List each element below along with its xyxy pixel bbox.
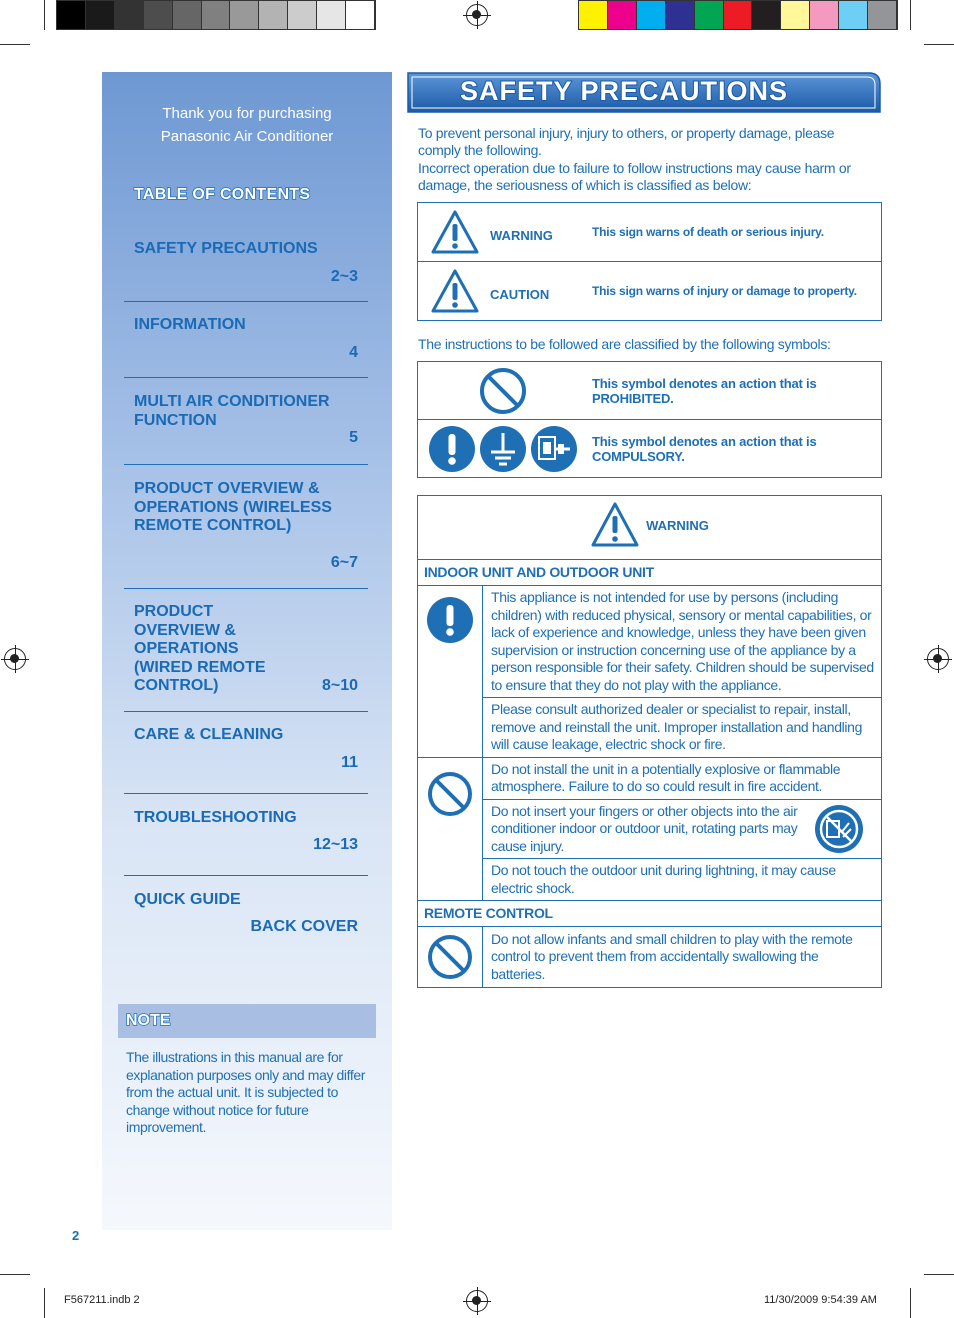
crop-mark (924, 1274, 954, 1275)
color-swatch (781, 1, 810, 29)
color-swatch (202, 1, 231, 29)
crop-mark (44, 0, 45, 30)
caution-desc: This sign warns of injury or damage to property. (592, 284, 857, 298)
warning-table (417, 495, 882, 988)
registration-mark-icon (927, 648, 949, 670)
text-cell (483, 757, 882, 799)
text-cell (483, 799, 882, 859)
warning-desc: This sign warns of death or serious injury. (592, 225, 824, 239)
symbol-desc-cell (588, 362, 882, 420)
toc-page: 11 (341, 754, 358, 771)
prohibited-icon (478, 366, 528, 416)
prohibited-icon (426, 770, 474, 818)
color-swatch (173, 1, 202, 29)
toc-label: INFORMATION (134, 316, 246, 333)
registration-mark-icon (4, 648, 26, 670)
note-text: The illustrations in this manual are for explanation purposes only and may differ from the actual unit. It is subjected to change without notice for future improvement. (126, 1049, 366, 1135)
toc-item-overview-wireless[interactable] (124, 480, 368, 589)
divider (124, 875, 368, 876)
color-bar (578, 0, 898, 30)
toc-page: BACK COVER (250, 918, 358, 935)
divider (124, 588, 368, 589)
sign-desc-cell (588, 262, 882, 321)
section-heading-cell (418, 901, 882, 927)
toc-item-overview-wired[interactable] (124, 603, 368, 712)
divider (124, 377, 368, 378)
crop-mark (924, 44, 954, 45)
text-cell (483, 927, 882, 988)
no-fingers-icon (813, 803, 865, 855)
warning-label: WARNING (490, 227, 553, 243)
warning-item-5: Do not touch the outdoor unit during lightning, it may cause electric shock. (491, 862, 836, 896)
thanks-message (102, 102, 392, 148)
prohibited-icon (426, 933, 474, 981)
page-number: 2 (72, 1228, 80, 1243)
symbols-intro: The instructions to be followed are classified by the following symbols: (418, 336, 831, 352)
color-swatch (695, 1, 724, 29)
divider (124, 711, 368, 712)
toc-item-information[interactable] (124, 316, 368, 378)
sign-desc-cell (588, 203, 882, 262)
section-header (407, 72, 881, 112)
toc-page: 2~3 (330, 268, 358, 285)
color-swatch (868, 1, 897, 29)
toc-page: 4 (349, 344, 358, 361)
toc-page: 6~7 (330, 554, 358, 571)
warning-heading-cell (418, 496, 882, 560)
toc-page: 5 (349, 429, 358, 446)
toc-page: 12~13 (313, 836, 358, 853)
warning-triangle-icon (590, 501, 640, 549)
compulsory-desc: This symbol denotes an action that is COMPULSORY. (592, 433, 817, 464)
toc-item-care[interactable] (124, 726, 368, 794)
toc-label: SAFETY PRECAUTIONS (134, 240, 318, 257)
crop-mark (0, 1274, 30, 1275)
gray-color-bar (56, 0, 376, 30)
color-swatch (346, 1, 375, 29)
intro-text-1: To prevent personal injury, injury to others, or property damage, please comply the following. (418, 125, 835, 158)
color-swatch (637, 1, 666, 29)
color-swatch (230, 1, 259, 29)
color-swatch (724, 1, 753, 29)
sign-cell (418, 262, 589, 321)
symbol-cell (418, 420, 589, 478)
warning-triangle-icon (430, 209, 480, 255)
color-swatch (317, 1, 346, 29)
color-swatch (839, 1, 868, 29)
intro-text-2: Incorrect operation due to failure to follow instructions may cause harm or damage, the seriousness of which is classified as below: (418, 160, 851, 193)
warning-item-3: Do not install the unit in a potentially explosive or flammable atmosphere. Failure to do so could result in fire accident. (491, 760, 841, 794)
sign-table (417, 202, 882, 321)
color-swatch (608, 1, 637, 29)
toc-page: 8~10 (321, 677, 358, 694)
toc-label: PRODUCT OVERVIEW & OPERATIONS (WIRELESS REMOTE CONTROL) (134, 480, 332, 534)
crop-mark (44, 1288, 45, 1318)
color-swatch (810, 1, 839, 29)
color-swatch (666, 1, 695, 29)
crop-mark (910, 1288, 911, 1318)
symbol-desc-cell (588, 420, 882, 478)
icon-cell (418, 757, 483, 901)
compulsory-icon (428, 425, 476, 473)
toc-item-troubleshooting[interactable] (124, 809, 368, 876)
footer-timestamp: 11/30/2009 9:54:39 AM (764, 1294, 877, 1306)
caution-triangle-icon (430, 268, 480, 314)
toc-label: TROUBLESHOOTING (134, 809, 297, 826)
color-swatch (752, 1, 781, 29)
divider (124, 464, 368, 465)
warning-item-6: Do not allow infants and small children to play with the remote control to prevent them from accidentally swallowing the batteries. (491, 930, 853, 982)
registration-mark-icon (466, 1290, 488, 1312)
unplug-icon (530, 425, 578, 473)
compulsory-icon (426, 596, 474, 644)
toc-label: MULTI AIR CONDITIONER FUNCTION (134, 393, 330, 429)
warning-item-2: Please consult authorized dealer or specialist to repair, install, remove and reinstall the unit. Improper installation and handling will cause leakage, electric shock or fire. (491, 701, 863, 752)
section-heading-remote-control: REMOTE CONTROL (424, 904, 553, 921)
text-cell (483, 586, 882, 698)
divider (124, 793, 368, 794)
color-swatch (144, 1, 173, 29)
toc-item-multi[interactable] (124, 393, 368, 465)
note-header (118, 1004, 376, 1038)
toc-item-quick-guide[interactable] (124, 891, 368, 935)
toc-title: TABLE OF CONTENTS (134, 186, 311, 203)
color-swatch (86, 1, 115, 29)
caution-label: CAUTION (490, 286, 550, 302)
crop-mark (0, 44, 30, 45)
divider (124, 301, 368, 302)
note-title: NOTE (126, 1012, 171, 1029)
color-swatch (115, 1, 144, 29)
symbols-table (417, 361, 882, 478)
section-heading-cell (418, 560, 882, 586)
registration-mark-icon (466, 4, 488, 26)
text-cell (483, 859, 882, 901)
color-swatch (57, 1, 86, 29)
crop-mark (910, 0, 911, 30)
toc-label: PRODUCT OVERVIEW & OPERATIONS (WIRED REMOTE CONTROL) (134, 603, 266, 694)
warning-item-4: Do not insert your fingers or other objects into the air conditioner indoor or outdoor unit, rotating parts may cause injury. (491, 802, 798, 854)
warning-box-title: WARNING (646, 517, 709, 533)
thanks-line-2: Panasonic Air Conditioner (160, 128, 334, 145)
toc-label: CARE & CLEANING (134, 726, 284, 743)
prohibited-desc: This symbol denotes an action that is PROHIBITED. (592, 375, 817, 406)
earth-ground-icon (479, 425, 527, 473)
symbol-cell (418, 362, 589, 420)
toc-label: QUICK GUIDE (134, 891, 241, 908)
color-swatch (288, 1, 317, 29)
section-heading-indoor-outdoor: INDOOR UNIT AND OUTDOOR UNIT (424, 563, 654, 580)
color-swatch (579, 1, 608, 29)
color-swatch (259, 1, 288, 29)
icon-cell (418, 927, 483, 988)
sign-cell (418, 203, 589, 262)
icon-cell (418, 586, 483, 758)
thanks-line-1: Thank you for purchasing (162, 105, 332, 122)
page-title: SAFETY PRECAUTIONS (459, 76, 789, 106)
warning-item-1: This appliance is not intended for use by persons (including children) with reduced physical, sensory or mental capabilities, or lack of experience and knowledge, unless they have been given supervision or instruction concerning use of the appliance by a person responsible for their safety. Children should be supervised to ensure that they do not play with the appliance. (491, 589, 874, 693)
text-cell (483, 698, 882, 758)
footer-file-info: F567211.indb 2 (64, 1294, 140, 1306)
toc-item-safety[interactable] (124, 240, 368, 302)
